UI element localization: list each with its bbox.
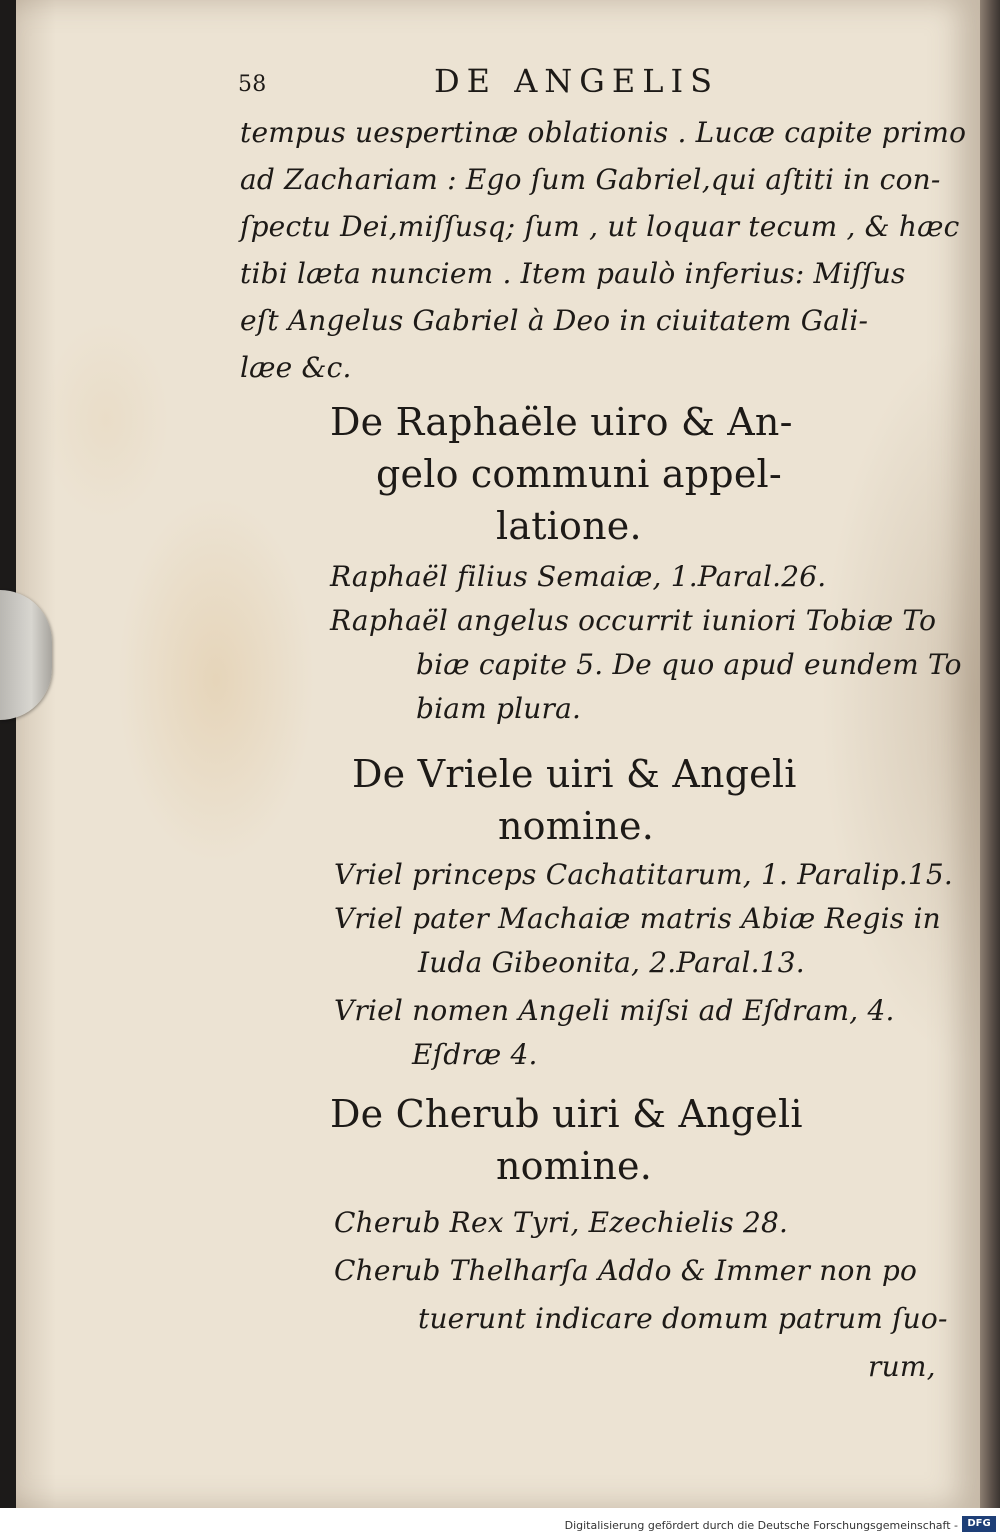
entry-line: biam plura. bbox=[416, 692, 582, 725]
funding-credit: Digitalisierung gefördert durch die Deutsche Forschungsgemeinschaft - bbox=[564, 1519, 958, 1532]
page-edge bbox=[980, 0, 1000, 1508]
entry-line: rum, bbox=[868, 1350, 936, 1383]
section-heading: nomine. bbox=[498, 804, 654, 848]
entry-line: Eſdræ 4. bbox=[412, 1038, 538, 1071]
entry-line: tuerunt indicare domum patrum ſuo- bbox=[418, 1302, 948, 1335]
text-line: ad Zachariam : Ego ſum Gabriel,qui aſtiti in con- bbox=[240, 163, 941, 196]
entry-line: Vriel pater Machaiæ matris Abiæ Regis in bbox=[334, 902, 941, 935]
section-heading: nomine. bbox=[496, 1144, 652, 1188]
entry-line: Cherub Rex Tyri, Ezechielis 28. bbox=[334, 1206, 789, 1239]
text-line: ſpectu Dei,miſſusq; ſum , ut loquar tecum , & hæc bbox=[240, 210, 960, 243]
page-number: 58 bbox=[238, 72, 267, 97]
section-heading: De Vriele uiri & Angeli bbox=[352, 752, 797, 796]
section-heading: gelo communi appel- bbox=[376, 452, 782, 496]
entry-line: Raphaël filius Semaiæ, 1.Paral.26. bbox=[330, 560, 827, 593]
entry-line: biæ capite 5. De quo apud eundem To bbox=[416, 648, 962, 681]
text-line: tempus uespertinæ oblationis . Lucæ capite primo bbox=[240, 116, 967, 149]
section-heading: De Cherub uiri & Angeli bbox=[330, 1092, 803, 1136]
entry-line: Vriel nomen Angeli miſsi ad Eſdram, 4. bbox=[334, 994, 895, 1027]
section-heading: De Raphaële uiro & An- bbox=[330, 400, 793, 444]
entry-line: Vriel princeps Cachatitarum, 1. Paralip.15. bbox=[334, 858, 954, 891]
text-line: læe &c. bbox=[240, 351, 352, 384]
entry-line: Raphaël angelus occurrit iuniori Tobiæ To bbox=[330, 604, 937, 637]
text-line: tibi læta nunciem . Item paulò inferius: Miſſus bbox=[240, 257, 906, 290]
running-head: DE ANGELIS bbox=[434, 62, 720, 100]
entry-line: Cherub Thelharſa Addo & Immer non po bbox=[334, 1254, 918, 1287]
section-heading: latione. bbox=[496, 504, 642, 548]
dfg-logo-icon: DFG bbox=[962, 1516, 996, 1532]
entry-line: Iuda Gibeonita, 2.Paral.13. bbox=[418, 946, 805, 979]
text-line: eſt Angelus Gabriel à Deo in ciuitatem Gali- bbox=[240, 304, 869, 337]
